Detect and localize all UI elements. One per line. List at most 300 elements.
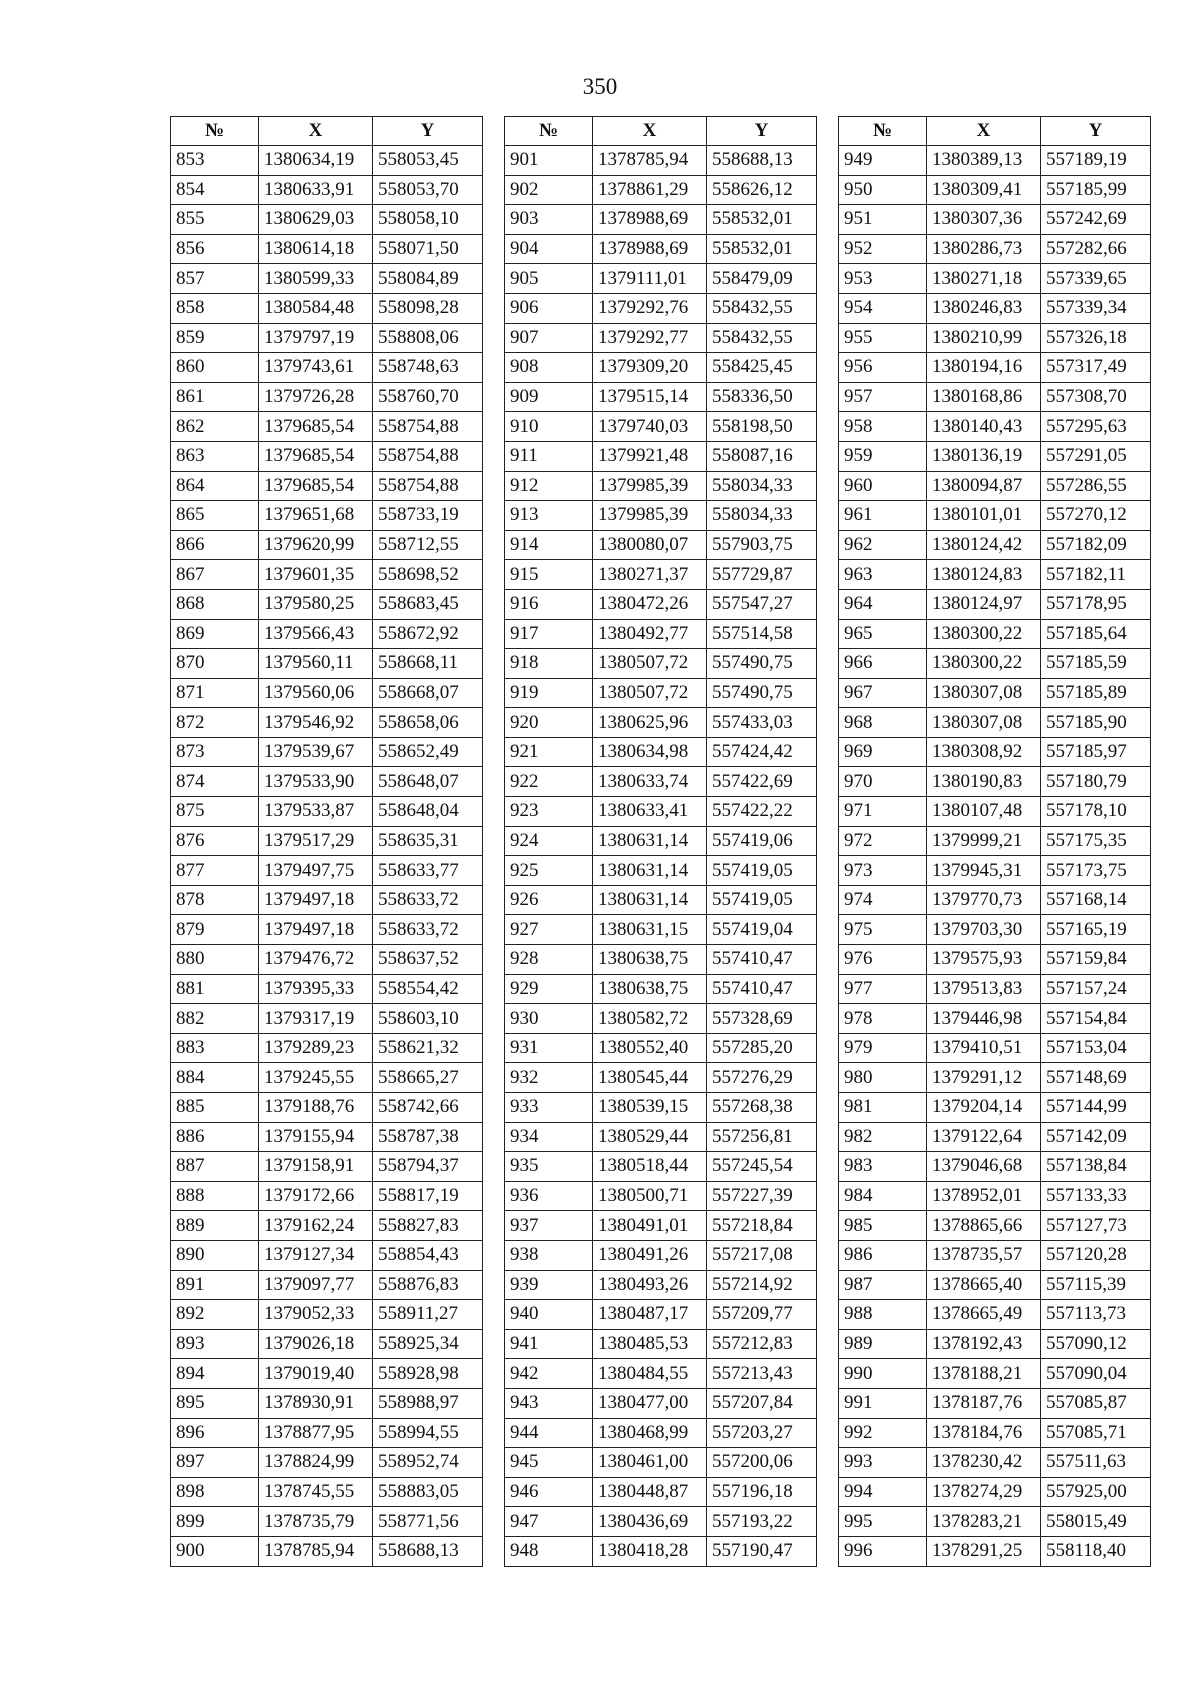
cell-y: 557185,89 <box>1041 678 1151 708</box>
table-row <box>839 708 1151 738</box>
cell-number: 982 <box>839 1122 927 1152</box>
cell-number: 871 <box>171 678 259 708</box>
coordinate-table-3 <box>838 116 1151 1567</box>
cell-number: 914 <box>505 530 593 560</box>
cell-x: 1380477,00 <box>593 1388 707 1418</box>
cell-x: 1380631,14 <box>593 856 707 886</box>
cell-number: 966 <box>839 649 927 679</box>
cell-number: 926 <box>505 885 593 915</box>
cell-number: 877 <box>171 856 259 886</box>
table-row <box>171 1388 483 1418</box>
table-row <box>505 737 817 767</box>
cell-x: 1380124,83 <box>927 560 1041 590</box>
cell-x: 1378665,49 <box>927 1300 1041 1330</box>
table-row <box>839 974 1151 1004</box>
cell-x: 1379052,33 <box>259 1300 373 1330</box>
cell-x: 1379560,06 <box>259 678 373 708</box>
cell-number: 989 <box>839 1329 927 1359</box>
table-row <box>171 1181 483 1211</box>
cell-y: 557422,69 <box>707 767 817 797</box>
cell-y: 557490,75 <box>707 678 817 708</box>
table-row <box>839 1122 1151 1152</box>
cell-y: 557295,63 <box>1041 412 1151 442</box>
cell-number: 862 <box>171 412 259 442</box>
cell-number: 889 <box>171 1211 259 1241</box>
cell-number: 907 <box>505 323 593 353</box>
cell-y: 557209,77 <box>707 1300 817 1330</box>
cell-x: 1379446,98 <box>927 1004 1041 1034</box>
cell-x: 1378865,66 <box>927 1211 1041 1241</box>
cell-number: 993 <box>839 1448 927 1478</box>
cell-number: 910 <box>505 412 593 442</box>
cell-number: 868 <box>171 589 259 619</box>
table-row <box>171 560 483 590</box>
table-row <box>505 1181 817 1211</box>
table-row <box>171 1507 483 1537</box>
cell-y: 558532,01 <box>707 234 817 264</box>
cell-x: 1380136,19 <box>927 441 1041 471</box>
cell-y: 558698,52 <box>373 560 483 590</box>
cell-x: 1380271,18 <box>927 264 1041 294</box>
cell-number: 955 <box>839 323 927 353</box>
cell-x: 1378952,01 <box>927 1181 1041 1211</box>
table-row <box>839 915 1151 945</box>
cell-x: 1378291,25 <box>927 1536 1041 1566</box>
cell-number: 853 <box>171 146 259 176</box>
cell-y: 558665,27 <box>373 1063 483 1093</box>
cell-y: 557903,75 <box>707 530 817 560</box>
cell-x: 1380634,19 <box>259 146 373 176</box>
cell-number: 923 <box>505 797 593 827</box>
cell-y: 557178,95 <box>1041 589 1151 619</box>
table-row <box>839 323 1151 353</box>
cell-x: 1378988,69 <box>593 205 707 235</box>
table-row <box>839 1152 1151 1182</box>
cell-number: 950 <box>839 175 927 205</box>
cell-x: 1379539,67 <box>259 737 373 767</box>
cell-x: 1380190,83 <box>927 767 1041 797</box>
cell-y: 557185,64 <box>1041 619 1151 649</box>
table-row <box>505 915 817 945</box>
cell-x: 1380614,18 <box>259 234 373 264</box>
cell-y: 558827,83 <box>373 1211 483 1241</box>
cell-x: 1379395,33 <box>259 974 373 1004</box>
table-row <box>505 1063 817 1093</box>
table-row <box>839 501 1151 531</box>
table-row <box>505 1093 817 1123</box>
cell-number: 952 <box>839 234 927 264</box>
cell-x: 1380638,75 <box>593 945 707 975</box>
cell-x: 1380101,01 <box>927 501 1041 531</box>
cell-y: 558876,83 <box>373 1270 483 1300</box>
cell-y: 558034,33 <box>707 501 817 531</box>
cell-x: 1380472,26 <box>593 589 707 619</box>
cell-x: 1380631,15 <box>593 915 707 945</box>
cell-y: 558817,19 <box>373 1181 483 1211</box>
cell-y: 558637,52 <box>373 945 483 975</box>
header-y: Y <box>707 117 817 146</box>
cell-number: 949 <box>839 146 927 176</box>
cell-x: 1379743,61 <box>259 353 373 383</box>
table-row <box>171 589 483 619</box>
cell-y: 558633,77 <box>373 856 483 886</box>
cell-number: 921 <box>505 737 593 767</box>
cell-number: 935 <box>505 1152 593 1182</box>
cell-x: 1379513,83 <box>927 974 1041 1004</box>
table-row <box>839 560 1151 590</box>
table-row <box>505 205 817 235</box>
cell-x: 1379703,30 <box>927 915 1041 945</box>
cell-y: 557127,73 <box>1041 1211 1151 1241</box>
table-row <box>505 1448 817 1478</box>
cell-y: 557113,73 <box>1041 1300 1151 1330</box>
cell-number: 905 <box>505 264 593 294</box>
cell-number: 859 <box>171 323 259 353</box>
table-header-row <box>505 117 817 146</box>
cell-number: 920 <box>505 708 593 738</box>
cell-x: 1379497,75 <box>259 856 373 886</box>
table-row <box>839 530 1151 560</box>
cell-number: 865 <box>171 501 259 531</box>
cell-y: 557214,92 <box>707 1270 817 1300</box>
table-row <box>505 412 817 442</box>
table-row <box>171 382 483 412</box>
cell-x: 1380552,40 <box>593 1033 707 1063</box>
cell-number: 885 <box>171 1093 259 1123</box>
table-row <box>171 1359 483 1389</box>
cell-x: 1379533,87 <box>259 797 373 827</box>
cell-x: 1379533,90 <box>259 767 373 797</box>
cell-number: 875 <box>171 797 259 827</box>
table-row <box>171 767 483 797</box>
cell-x: 1379162,24 <box>259 1211 373 1241</box>
table-row <box>839 1181 1151 1211</box>
cell-x: 1380545,44 <box>593 1063 707 1093</box>
cell-y: 557291,05 <box>1041 441 1151 471</box>
cell-number: 957 <box>839 382 927 412</box>
cell-y: 558688,13 <box>707 146 817 176</box>
cell-number: 968 <box>839 708 927 738</box>
table-row <box>839 1418 1151 1448</box>
cell-y: 558911,27 <box>373 1300 483 1330</box>
table-row <box>839 885 1151 915</box>
cell-y: 558883,05 <box>373 1477 483 1507</box>
cell-y: 558658,06 <box>373 708 483 738</box>
table-row <box>505 1536 817 1566</box>
table-row <box>171 353 483 383</box>
cell-y: 557514,58 <box>707 619 817 649</box>
cell-x: 1380194,16 <box>927 353 1041 383</box>
table-row <box>171 175 483 205</box>
cell-y: 557308,70 <box>1041 382 1151 412</box>
cell-y: 557212,83 <box>707 1329 817 1359</box>
table-row <box>505 1152 817 1182</box>
cell-number: 908 <box>505 353 593 383</box>
cell-y: 558432,55 <box>707 293 817 323</box>
cell-x: 1379204,14 <box>927 1093 1041 1123</box>
cell-number: 866 <box>171 530 259 560</box>
table-row <box>171 737 483 767</box>
cell-x: 1379620,99 <box>259 530 373 560</box>
cell-x: 1379797,19 <box>259 323 373 353</box>
cell-x: 1380448,87 <box>593 1477 707 1507</box>
cell-number: 918 <box>505 649 593 679</box>
cell-y: 557173,75 <box>1041 856 1151 886</box>
cell-x: 1379188,76 <box>259 1093 373 1123</box>
cell-y: 558071,50 <box>373 234 483 264</box>
table-row <box>839 412 1151 442</box>
cell-number: 936 <box>505 1181 593 1211</box>
cell-x: 1378877,95 <box>259 1418 373 1448</box>
cell-y: 557203,27 <box>707 1418 817 1448</box>
table-row <box>171 974 483 1004</box>
table-row <box>171 1329 483 1359</box>
cell-x: 1379770,73 <box>927 885 1041 915</box>
table-row <box>505 323 817 353</box>
cell-number: 909 <box>505 382 593 412</box>
cell-y: 557547,27 <box>707 589 817 619</box>
table-row <box>505 146 817 176</box>
cell-y: 557328,69 <box>707 1004 817 1034</box>
table-row <box>505 560 817 590</box>
cell-number: 951 <box>839 205 927 235</box>
cell-number: 911 <box>505 441 593 471</box>
cell-number: 903 <box>505 205 593 235</box>
cell-x: 1380461,00 <box>593 1448 707 1478</box>
table-row <box>505 974 817 1004</box>
cell-number: 942 <box>505 1359 593 1389</box>
cell-number: 947 <box>505 1507 593 1537</box>
table-row <box>505 1507 817 1537</box>
table-row <box>839 146 1151 176</box>
cell-x: 1379026,18 <box>259 1329 373 1359</box>
cell-y: 558633,72 <box>373 915 483 945</box>
cell-y: 558198,50 <box>707 412 817 442</box>
cell-x: 1379999,21 <box>927 826 1041 856</box>
cell-x: 1380507,72 <box>593 678 707 708</box>
cell-number: 975 <box>839 915 927 945</box>
cell-number: 959 <box>839 441 927 471</box>
cell-y: 558712,55 <box>373 530 483 560</box>
cell-x: 1380436,69 <box>593 1507 707 1537</box>
cell-number: 906 <box>505 293 593 323</box>
cell-x: 1378930,91 <box>259 1388 373 1418</box>
cell-number: 944 <box>505 1418 593 1448</box>
cell-x: 1378188,21 <box>927 1359 1041 1389</box>
cell-x: 1379740,03 <box>593 412 707 442</box>
cell-x: 1380491,26 <box>593 1240 707 1270</box>
table-row <box>839 293 1151 323</box>
table-row <box>505 293 817 323</box>
cell-number: 988 <box>839 1300 927 1330</box>
cell-x: 1380518,44 <box>593 1152 707 1182</box>
cell-number: 965 <box>839 619 927 649</box>
cell-number: 857 <box>171 264 259 294</box>
cell-x: 1380307,36 <box>927 205 1041 235</box>
cell-number: 992 <box>839 1418 927 1448</box>
cell-x: 1380529,44 <box>593 1122 707 1152</box>
cell-x: 1380507,72 <box>593 649 707 679</box>
table-row <box>171 708 483 738</box>
table-header-row <box>839 117 1151 146</box>
table-row <box>171 649 483 679</box>
cell-y: 557410,47 <box>707 974 817 1004</box>
cell-x: 1380631,14 <box>593 885 707 915</box>
table-row <box>839 1093 1151 1123</box>
cell-number: 870 <box>171 649 259 679</box>
cell-y: 557200,06 <box>707 1448 817 1478</box>
table-row <box>839 234 1151 264</box>
table-row <box>839 382 1151 412</box>
table-row <box>505 619 817 649</box>
cell-x: 1380584,48 <box>259 293 373 323</box>
table-row <box>505 353 817 383</box>
cell-number: 930 <box>505 1004 593 1034</box>
cell-y: 558336,50 <box>707 382 817 412</box>
cell-y: 557165,19 <box>1041 915 1151 945</box>
cell-number: 970 <box>839 767 927 797</box>
cell-x: 1379601,35 <box>259 560 373 590</box>
cell-y: 558053,70 <box>373 175 483 205</box>
table-row <box>171 945 483 975</box>
table-row <box>171 234 483 264</box>
cell-x: 1380107,48 <box>927 797 1041 827</box>
cell-number: 893 <box>171 1329 259 1359</box>
cell-number: 892 <box>171 1300 259 1330</box>
cell-y: 558994,55 <box>373 1418 483 1448</box>
cell-number: 856 <box>171 234 259 264</box>
cell-y: 557317,49 <box>1041 353 1151 383</box>
cell-number: 986 <box>839 1240 927 1270</box>
cell-number: 983 <box>839 1152 927 1182</box>
cell-x: 1380168,86 <box>927 382 1041 412</box>
table-row <box>505 708 817 738</box>
cell-number: 860 <box>171 353 259 383</box>
cell-x: 1379111,01 <box>593 264 707 294</box>
table-row <box>839 1033 1151 1063</box>
cell-y: 557511,63 <box>1041 1448 1151 1478</box>
cell-number: 867 <box>171 560 259 590</box>
cell-y: 557144,99 <box>1041 1093 1151 1123</box>
cell-number: 971 <box>839 797 927 827</box>
cell-y: 557090,04 <box>1041 1359 1151 1389</box>
cell-y: 558688,13 <box>373 1536 483 1566</box>
cell-x: 1380307,08 <box>927 678 1041 708</box>
cell-number: 901 <box>505 146 593 176</box>
cell-number: 981 <box>839 1093 927 1123</box>
cell-y: 558058,10 <box>373 205 483 235</box>
cell-x: 1379575,93 <box>927 945 1041 975</box>
cell-x: 1380492,77 <box>593 619 707 649</box>
cell-x: 1379476,72 <box>259 945 373 975</box>
cell-x: 1379726,28 <box>259 382 373 412</box>
cell-y: 557207,84 <box>707 1388 817 1418</box>
cell-y: 557339,65 <box>1041 264 1151 294</box>
table-row <box>505 1122 817 1152</box>
table-row <box>839 678 1151 708</box>
cell-x: 1378192,43 <box>927 1329 1041 1359</box>
cell-number: 927 <box>505 915 593 945</box>
cell-x: 1379546,92 <box>259 708 373 738</box>
cell-number: 933 <box>505 1093 593 1123</box>
cell-x: 1379685,54 <box>259 441 373 471</box>
cell-number: 897 <box>171 1448 259 1478</box>
cell-x: 1380308,92 <box>927 737 1041 767</box>
cell-y: 557185,59 <box>1041 649 1151 679</box>
table-row <box>839 1270 1151 1300</box>
cell-x: 1379566,43 <box>259 619 373 649</box>
cell-y: 557242,69 <box>1041 205 1151 235</box>
cell-number: 972 <box>839 826 927 856</box>
cell-y: 557419,05 <box>707 856 817 886</box>
cell-number: 925 <box>505 856 593 886</box>
cell-number: 946 <box>505 1477 593 1507</box>
cell-y: 557085,71 <box>1041 1418 1151 1448</box>
cell-y: 558754,88 <box>373 441 483 471</box>
cell-y: 558635,31 <box>373 826 483 856</box>
table-row <box>505 471 817 501</box>
cell-number: 948 <box>505 1536 593 1566</box>
table-row <box>839 945 1151 975</box>
cell-number: 916 <box>505 589 593 619</box>
cell-y: 557115,39 <box>1041 1270 1151 1300</box>
cell-y: 558425,45 <box>707 353 817 383</box>
table-row <box>505 1388 817 1418</box>
cell-number: 967 <box>839 678 927 708</box>
cell-y: 557185,99 <box>1041 175 1151 205</box>
cell-x: 1379580,25 <box>259 589 373 619</box>
table-row <box>171 1211 483 1241</box>
table-row <box>171 412 483 442</box>
cell-x: 1379309,20 <box>593 353 707 383</box>
cell-number: 980 <box>839 1063 927 1093</box>
table-row <box>839 826 1151 856</box>
cell-x: 1378785,94 <box>259 1536 373 1566</box>
cell-y: 558808,06 <box>373 323 483 353</box>
cell-number: 979 <box>839 1033 927 1063</box>
cell-y: 557433,03 <box>707 708 817 738</box>
table-row <box>839 264 1151 294</box>
cell-y: 557175,35 <box>1041 826 1151 856</box>
cell-number: 919 <box>505 678 593 708</box>
cell-number: 964 <box>839 589 927 619</box>
cell-number: 995 <box>839 1507 927 1537</box>
header-y: Y <box>1041 117 1151 146</box>
cell-number: 883 <box>171 1033 259 1063</box>
cell-y: 558532,01 <box>707 205 817 235</box>
cell-y: 558952,74 <box>373 1448 483 1478</box>
cell-number: 890 <box>171 1240 259 1270</box>
cell-number: 954 <box>839 293 927 323</box>
table-row <box>839 737 1151 767</box>
table-row <box>505 501 817 531</box>
cell-number: 956 <box>839 353 927 383</box>
cell-x: 1378824,99 <box>259 1448 373 1478</box>
cell-y: 557133,33 <box>1041 1181 1151 1211</box>
cell-number: 882 <box>171 1004 259 1034</box>
cell-x: 1380493,26 <box>593 1270 707 1300</box>
cell-x: 1380300,22 <box>927 619 1041 649</box>
cell-x: 1379046,68 <box>927 1152 1041 1182</box>
cell-number: 984 <box>839 1181 927 1211</box>
table-row <box>505 1359 817 1389</box>
cell-number: 880 <box>171 945 259 975</box>
cell-x: 1379515,14 <box>593 382 707 412</box>
cell-number: 990 <box>839 1359 927 1389</box>
cell-number: 961 <box>839 501 927 531</box>
cell-x: 1380389,13 <box>927 146 1041 176</box>
cell-x: 1378184,76 <box>927 1418 1041 1448</box>
